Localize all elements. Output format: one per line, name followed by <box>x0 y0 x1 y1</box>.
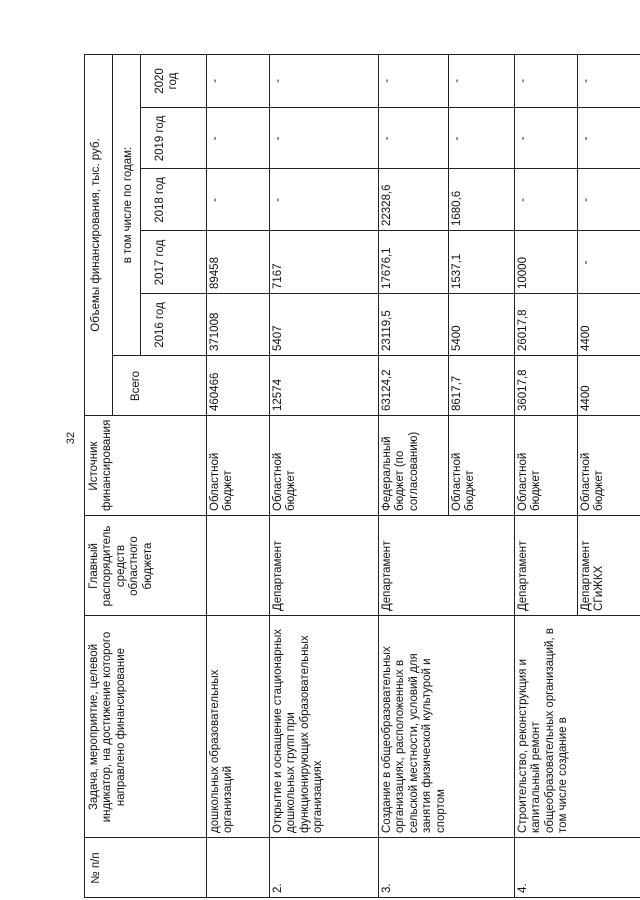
row2-y2018: - <box>272 198 284 202</box>
row4-2-y2017: - <box>580 260 592 265</box>
header-num: № п/п <box>90 852 102 884</box>
table-render <box>84 54 640 898</box>
row2-y2016: 5407 <box>272 325 284 351</box>
row3-2-y2016: 5400 <box>451 325 463 351</box>
row4-2-y2018: - <box>580 198 592 202</box>
header-year-2018: 2018 год <box>154 177 166 223</box>
row1-y2017: 89458 <box>209 257 221 289</box>
row3-1-total: 63124,2 <box>381 369 393 411</box>
row1-y2020: - <box>209 79 221 83</box>
row4-1-admin: Департамент <box>517 540 529 611</box>
row3-num: 3. <box>381 883 393 893</box>
row4-2-total: 4400 <box>580 385 592 411</box>
header-year-2020: 2020 год <box>154 68 180 94</box>
row1-y2019: - <box>209 136 221 141</box>
row4-1-y2017: 10000 <box>517 257 529 289</box>
row2-y2017: 7167 <box>272 263 284 289</box>
row1-source: Областной бюджет <box>209 452 235 511</box>
row2-y2020: - <box>272 79 284 83</box>
row2-admin: Департамент <box>272 540 284 611</box>
row3-2-total: 8617,7 <box>451 375 463 411</box>
row4-1-y2018: - <box>517 198 529 202</box>
row1-total: 460466 <box>209 372 221 411</box>
row3-2-y2019: - <box>451 136 463 141</box>
row1-y2016: 371008 <box>209 312 221 351</box>
page-number: 32 <box>65 431 77 445</box>
row3-1-y2018: 22328,6 <box>381 184 393 226</box>
header-by-years: в том числе по годам: <box>122 146 134 264</box>
row4-2-y2016: 4400 <box>580 325 592 351</box>
row2-y2019: - <box>272 136 284 141</box>
row3-admin: Департамент <box>381 540 393 611</box>
header-task: Задача, мероприятие, целевой индикатор, на достижение которого направлено финансирование <box>88 631 127 823</box>
row4-1-total: 36017,8 <box>517 369 529 411</box>
header-total: Всего <box>130 370 142 402</box>
row4-2-y2020: - <box>580 79 592 83</box>
row3-1-y2016: 23119,5 <box>381 310 393 351</box>
row4-2-admin: Департамент СГиЖКХ <box>580 540 606 611</box>
row3-2-y2018: 1680,6 <box>451 190 463 226</box>
header-year-2019: 2019 год <box>154 115 166 162</box>
row1-task: дошкольных образовательных организаций <box>209 669 235 833</box>
row2-num: 2. <box>272 883 284 893</box>
row3-1-y2020: - <box>381 79 393 83</box>
row4-1-source: Областной бюджет <box>517 452 543 511</box>
row3-2-y2020: - <box>451 79 463 83</box>
row4-num: 4. <box>517 883 529 893</box>
row2-source: Областной бюджет <box>272 452 298 511</box>
row1-y2018: - <box>209 198 221 202</box>
row2-total: 12574 <box>272 379 284 411</box>
row4-1-y2020: - <box>517 79 529 83</box>
row3-1-y2017: 17676,1 <box>381 247 393 289</box>
row4-1-y2019: - <box>517 136 529 141</box>
row3-2-y2017: 1537,1 <box>451 253 463 289</box>
row4-2-source: Областной бюджет <box>580 452 606 511</box>
header-admin: Главный распорядитель средств областного бюджета <box>88 525 154 607</box>
header-year-2016: 2016 год <box>154 302 166 348</box>
row3-1-source: Федеральный бюджет (по согласованию) <box>381 431 420 511</box>
row4-2-y2019: - <box>580 136 592 141</box>
header-source: Источник финансирования <box>88 419 114 511</box>
row4-task: Строительство, реконструкция и капитальный ремонт общеобразовательных организаций, в том числе создание в <box>517 628 570 833</box>
row3-task: Создание в общеобразовательных организациях, расположенных в сельской местности, условий для занятия физической культурой и спортом <box>381 646 447 833</box>
row2-task: Открытие и оснащение стационарных дошкольных групп при функционирующих образовательных организациях <box>272 629 325 833</box>
row3-2-source: Областной бюджет <box>451 452 477 511</box>
header-year-2017: 2017 год <box>154 239 166 286</box>
row4-1-y2016: 26017,8 <box>517 309 529 351</box>
row3-1-y2019: - <box>381 136 393 141</box>
header-volumes: Объемы финансирования, тыс. руб. <box>90 138 102 332</box>
